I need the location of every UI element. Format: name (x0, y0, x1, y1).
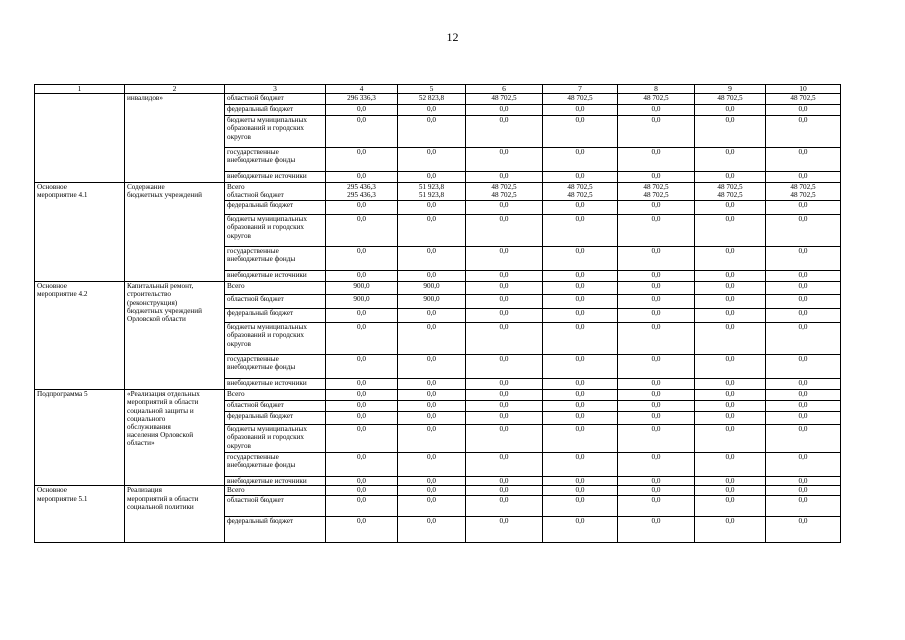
value-cell: 0,0 (695, 271, 766, 282)
value-cell: 0,0 (766, 323, 841, 355)
value-cell: 0,0 (398, 172, 466, 183)
value-cell: 0,0 (543, 379, 618, 390)
value-cell: 0,0 (618, 495, 695, 516)
funding-source-cell: федеральный бюджет (225, 412, 326, 425)
table-row (35, 282, 841, 295)
value-cell: 0,0 (466, 355, 543, 379)
value-cell: 0,0 (695, 495, 766, 516)
value-cell: 0,0 (766, 148, 841, 172)
value-cell: 48 702,5 (618, 94, 695, 105)
value-cell: 0,0 (326, 105, 398, 116)
value-cell: 0,0 (466, 105, 543, 116)
value-cell: 0,0 (618, 172, 695, 183)
program-cell (35, 94, 125, 183)
value-cell: 0,0 (618, 105, 695, 116)
value-cell: 0,0 (398, 323, 466, 355)
value-cell: 0,0 (695, 148, 766, 172)
value-cell: 0,0 (466, 295, 543, 309)
value-cell: 0,0 (398, 355, 466, 379)
funding-source-cell: бюджеты муниципальных образований и городских округов (225, 323, 326, 355)
value-cell: 0,0 (398, 379, 466, 390)
funding-source-cell: федеральный бюджет (225, 516, 326, 542)
value-cell: 0,0 (326, 116, 398, 148)
value-cell: 0,0 (466, 453, 543, 477)
funding-source-cell: внебюджетные источники (225, 379, 326, 390)
value-cell: 0,0 (326, 309, 398, 323)
value-cell: 0,0 (543, 105, 618, 116)
col-header-6: 6 (466, 85, 543, 94)
program-cell: Подпрограмма 5 (35, 390, 125, 486)
value-cell: 0,0 (326, 495, 398, 516)
value-cell: 0,0 (766, 172, 841, 183)
funding-source-cell: бюджеты муниципальных образований и городских округов (225, 425, 326, 453)
value-cell: 0,0 (466, 412, 543, 425)
value-cell: 48 702,5 (766, 94, 841, 105)
value-cell: 0,0 (326, 323, 398, 355)
table-body (35, 94, 841, 542)
value-cell: 0,0 (543, 116, 618, 148)
value-cell: 0,0 (543, 282, 618, 295)
value-cell: 0,0 (543, 247, 618, 271)
page-number: 12 (446, 30, 459, 44)
funding-source-cell: внебюджетные источники (225, 477, 326, 486)
funding-source-cell: Всего (225, 390, 326, 401)
value-cell: 48 702,5 48 702,5 (543, 183, 618, 201)
value-cell: 0,0 (466, 148, 543, 172)
value-cell: 0,0 (326, 390, 398, 401)
value-cell: 0,0 (543, 309, 618, 323)
value-cell: 0,0 (466, 486, 543, 495)
value-cell: 0,0 (543, 495, 618, 516)
value-cell: 0,0 (618, 247, 695, 271)
program-cell: Основное мероприятие 4.1 (35, 183, 125, 282)
value-cell: 0,0 (398, 309, 466, 323)
value-cell: 900,0 (326, 282, 398, 295)
funding-source-cell: областной бюджет (225, 495, 326, 516)
value-cell: 0,0 (766, 495, 841, 516)
value-cell: 0,0 (695, 201, 766, 215)
value-cell: 0,0 (326, 425, 398, 453)
funding-source-cell: государственные внебюджетные фонды (225, 148, 326, 172)
value-cell: 0,0 (766, 309, 841, 323)
value-cell: 0,0 (398, 516, 466, 542)
value-cell: 0,0 (766, 516, 841, 542)
value-cell: 0,0 (398, 271, 466, 282)
value-cell: 900,0 (398, 282, 466, 295)
value-cell: 0,0 (466, 323, 543, 355)
title-cell: «Реализация отдельных мероприятий в области социальной защиты и социального обслуживания населения Орловской области» (125, 390, 225, 486)
value-cell: 0,0 (543, 271, 618, 282)
col-header-9: 9 (695, 85, 766, 94)
value-cell: 0,0 (766, 477, 841, 486)
value-cell: 0,0 (543, 401, 618, 412)
value-cell: 0,0 (398, 453, 466, 477)
value-cell: 0,0 (326, 271, 398, 282)
value-cell: 0,0 (398, 116, 466, 148)
value-cell: 0,0 (618, 148, 695, 172)
funding-source-cell: федеральный бюджет (225, 201, 326, 215)
value-cell: 0,0 (766, 401, 841, 412)
value-cell: 0,0 (543, 477, 618, 486)
value-cell: 0,0 (695, 390, 766, 401)
value-cell: 0,0 (695, 486, 766, 495)
title-cell: Капитальный ремонт, строительство (реконструкция) бюджетных учреждений Орловской области (125, 282, 225, 390)
value-cell: 0,0 (766, 453, 841, 477)
value-cell: 0,0 (326, 148, 398, 172)
value-cell: 48 702,5 48 702,5 (766, 183, 841, 201)
value-cell: 0,0 (695, 412, 766, 425)
funding-source-cell: Всего областной бюджет (225, 183, 326, 201)
col-header-8: 8 (618, 85, 695, 94)
funding-source-cell: федеральный бюджет (225, 309, 326, 323)
value-cell: 0,0 (695, 516, 766, 542)
value-cell: 0,0 (766, 379, 841, 390)
table-row (35, 486, 841, 495)
program-cell: Основное мероприятие 5.1 (35, 486, 125, 542)
value-cell: 0,0 (543, 215, 618, 247)
value-cell: 0,0 (618, 412, 695, 425)
value-cell: 48 702,5 (543, 94, 618, 105)
value-cell: 0,0 (543, 323, 618, 355)
value-cell: 0,0 (766, 486, 841, 495)
value-cell: 0,0 (326, 516, 398, 542)
value-cell: 0,0 (695, 172, 766, 183)
title-cell: Реализация мероприятий в области социальной политики (125, 486, 225, 542)
value-cell: 0,0 (466, 215, 543, 247)
value-cell: 0,0 (398, 425, 466, 453)
value-cell: 0,0 (618, 282, 695, 295)
value-cell: 0,0 (766, 247, 841, 271)
value-cell: 0,0 (766, 282, 841, 295)
value-cell: 0,0 (618, 486, 695, 495)
value-cell: 0,0 (326, 355, 398, 379)
funding-source-cell: областной бюджет (225, 401, 326, 412)
value-cell: 0,0 (618, 425, 695, 453)
table-row (35, 390, 841, 401)
header-row (35, 85, 841, 94)
value-cell: 0,0 (695, 379, 766, 390)
value-cell: 0,0 (326, 172, 398, 183)
value-cell: 0,0 (766, 215, 841, 247)
value-cell: 0,0 (695, 215, 766, 247)
funding-source-cell: государственные внебюджетные фонды (225, 355, 326, 379)
value-cell: 0,0 (543, 453, 618, 477)
value-cell: 0,0 (766, 201, 841, 215)
value-cell: 0,0 (326, 201, 398, 215)
value-cell: 48 702,5 (466, 94, 543, 105)
title-cell: инвалидов» (125, 94, 225, 183)
value-cell: 0,0 (543, 516, 618, 542)
funding-source-cell: государственные внебюджетные фонды (225, 247, 326, 271)
value-cell: 0,0 (618, 295, 695, 309)
value-cell: 0,0 (326, 379, 398, 390)
value-cell: 0,0 (398, 247, 466, 271)
value-cell: 0,0 (618, 271, 695, 282)
value-cell: 0,0 (326, 401, 398, 412)
value-cell: 0,0 (618, 323, 695, 355)
value-cell: 0,0 (466, 495, 543, 516)
value-cell: 0,0 (543, 425, 618, 453)
funding-source-cell: внебюджетные источники (225, 271, 326, 282)
value-cell: 0,0 (766, 271, 841, 282)
value-cell: 0,0 (695, 247, 766, 271)
value-cell: 0,0 (543, 412, 618, 425)
col-header-7: 7 (543, 85, 618, 94)
value-cell: 0,0 (695, 453, 766, 477)
program-cell: Основное мероприятие 4.2 (35, 282, 125, 390)
value-cell: 0,0 (466, 477, 543, 486)
value-cell: 0,0 (695, 401, 766, 412)
value-cell: 0,0 (695, 355, 766, 379)
value-cell: 0,0 (326, 477, 398, 486)
value-cell: 0,0 (766, 116, 841, 148)
value-cell: 0,0 (543, 172, 618, 183)
value-cell: 0,0 (466, 309, 543, 323)
value-cell: 0,0 (618, 355, 695, 379)
value-cell: 0,0 (466, 116, 543, 148)
value-cell: 0,0 (543, 201, 618, 215)
value-cell: 0,0 (695, 477, 766, 486)
value-cell: 0,0 (466, 401, 543, 412)
value-cell: 0,0 (466, 201, 543, 215)
value-cell: 0,0 (398, 401, 466, 412)
col-header-5: 5 (398, 85, 466, 94)
value-cell: 48 702,5 48 702,5 (695, 183, 766, 201)
value-cell: 0,0 (695, 295, 766, 309)
value-cell: 0,0 (543, 390, 618, 401)
value-cell: 0,0 (618, 477, 695, 486)
value-cell: 0,0 (398, 486, 466, 495)
value-cell: 0,0 (326, 486, 398, 495)
value-cell: 0,0 (466, 282, 543, 295)
col-header-3: 3 (225, 85, 326, 94)
value-cell: 0,0 (326, 412, 398, 425)
value-cell: 48 702,5 48 702,5 (466, 183, 543, 201)
value-cell: 296 336,3 (326, 94, 398, 105)
value-cell: 51 923,8 51 923,8 (398, 183, 466, 201)
value-cell: 0,0 (466, 379, 543, 390)
value-cell: 0,0 (543, 355, 618, 379)
value-cell: 0,0 (326, 215, 398, 247)
value-cell: 900,0 (326, 295, 398, 309)
funding-source-cell: Всего (225, 282, 326, 295)
funding-source-cell: государственные внебюджетные фонды (225, 453, 326, 477)
col-header-10: 10 (766, 85, 841, 94)
value-cell: 48 702,5 (695, 94, 766, 105)
value-cell: 0,0 (695, 105, 766, 116)
col-header-2: 2 (125, 85, 225, 94)
value-cell: 52 823,8 (398, 94, 466, 105)
value-cell: 0,0 (766, 425, 841, 453)
value-cell: 0,0 (618, 116, 695, 148)
value-cell: 0,0 (398, 105, 466, 116)
value-cell: 0,0 (543, 295, 618, 309)
value-cell: 0,0 (543, 486, 618, 495)
value-cell: 0,0 (466, 390, 543, 401)
value-cell: 0,0 (398, 390, 466, 401)
value-cell: 0,0 (326, 247, 398, 271)
value-cell: 0,0 (766, 390, 841, 401)
value-cell: 0,0 (695, 116, 766, 148)
value-cell: 0,0 (766, 412, 841, 425)
budget-table (34, 84, 841, 543)
value-cell: 0,0 (695, 323, 766, 355)
funding-source-cell: бюджеты муниципальных образований и городских округов (225, 116, 326, 148)
table-row (35, 183, 841, 201)
value-cell: 0,0 (618, 309, 695, 323)
value-cell: 0,0 (618, 401, 695, 412)
value-cell: 0,0 (326, 453, 398, 477)
funding-source-cell: бюджеты муниципальных образований и городских округов (225, 215, 326, 247)
funding-source-cell: федеральный бюджет (225, 105, 326, 116)
value-cell: 0,0 (766, 355, 841, 379)
col-header-4: 4 (326, 85, 398, 94)
value-cell: 0,0 (398, 215, 466, 247)
funding-source-cell: внебюджетные источники (225, 172, 326, 183)
value-cell: 0,0 (618, 453, 695, 477)
value-cell: 48 702,5 48 702,5 (618, 183, 695, 201)
funding-source-cell: областной бюджет (225, 94, 326, 105)
value-cell: 0,0 (466, 247, 543, 271)
value-cell: 0,0 (618, 201, 695, 215)
value-cell: 0,0 (766, 295, 841, 309)
value-cell: 0,0 (618, 516, 695, 542)
value-cell: 0,0 (398, 148, 466, 172)
col-header-1: 1 (35, 85, 125, 94)
value-cell: 900,0 (398, 295, 466, 309)
value-cell: 0,0 (398, 477, 466, 486)
value-cell: 0,0 (618, 215, 695, 247)
value-cell: 0,0 (695, 425, 766, 453)
value-cell: 0,0 (766, 105, 841, 116)
value-cell: 0,0 (466, 271, 543, 282)
value-cell: 0,0 (398, 495, 466, 516)
value-cell: 0,0 (695, 309, 766, 323)
value-cell: 0,0 (466, 425, 543, 453)
value-cell: 0,0 (466, 516, 543, 542)
value-cell: 0,0 (466, 172, 543, 183)
value-cell: 0,0 (618, 390, 695, 401)
value-cell: 0,0 (398, 201, 466, 215)
title-cell: Содержание бюджетных учреждений (125, 183, 225, 282)
value-cell: 0,0 (618, 379, 695, 390)
value-cell: 0,0 (543, 148, 618, 172)
funding-source-cell: Всего (225, 486, 326, 495)
value-cell: 0,0 (398, 412, 466, 425)
funding-source-cell: областной бюджет (225, 295, 326, 309)
value-cell: 0,0 (695, 282, 766, 295)
table-row (35, 94, 841, 105)
value-cell: 295 436,3 295 436,3 (326, 183, 398, 201)
